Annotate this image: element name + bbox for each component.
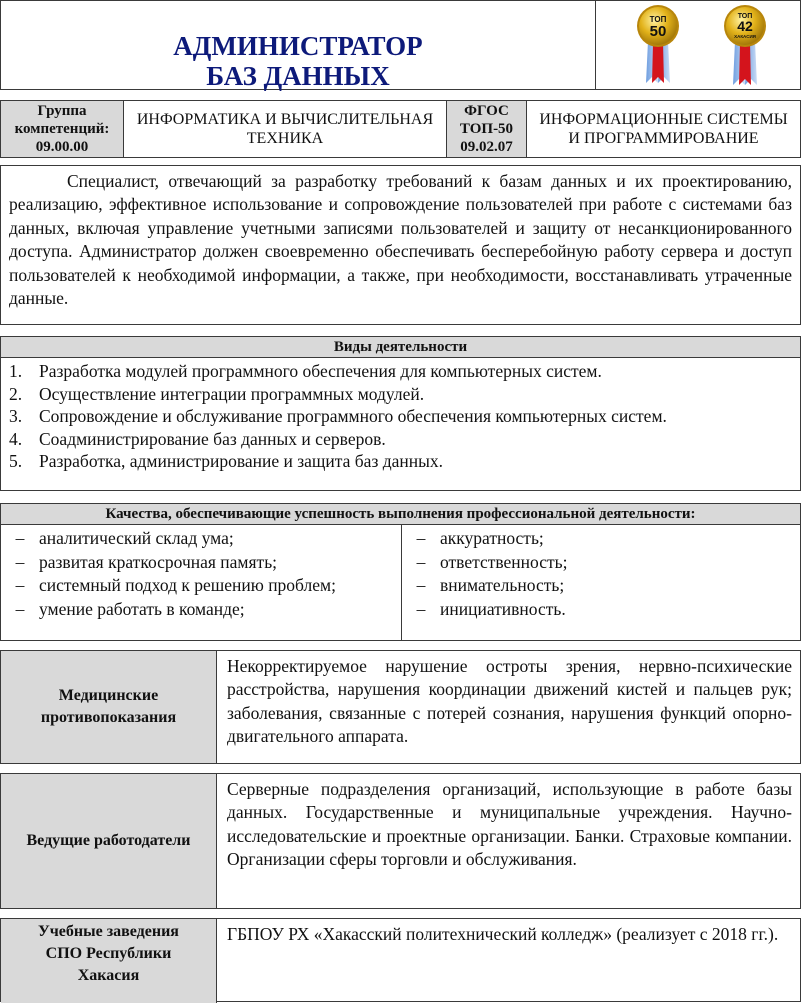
group-name-2: ТЕХНИКА <box>246 130 324 147</box>
group-code: 09.00.00 <box>35 139 89 155</box>
list-item <box>1 405 800 428</box>
quality-text: аналитический склад ума; <box>39 528 234 548</box>
title-line-1: АДМИНИСТРАТОР <box>173 31 423 61</box>
list-item <box>1 450 800 473</box>
item-text: Разработка модулей программного обеспечения для компьютерных систем. <box>39 361 602 381</box>
specialty-1: ИНФОРМАЦИОННЫЕ СИСТЕМЫ <box>539 111 788 128</box>
employers-block <box>0 773 801 909</box>
list-item <box>1 551 401 575</box>
dash-bullet: – <box>15 528 25 548</box>
description-text: Специалист, отвечающий за разработку требований к базам данных и их проектированию, реализацию, эффективное использование и сопровождение пользователей при работе с системами баз данных, включая управление учетными записями пользователей и защиту от несанкционированного доступа. Администратор должен своевременно обеспечивать бесперебойную работу сервера и доступ пользователей к необходимой информации, а также, при необходимости, восстанавливать утраченные данные. <box>9 171 792 309</box>
badge-2-sub-text: ХАКАСИЯ <box>734 34 756 39</box>
top50-badge-icon <box>637 5 679 83</box>
list-item <box>402 574 800 598</box>
education-label-3: Хакасия <box>77 967 140 984</box>
list-item <box>1 598 401 622</box>
employers-label: Ведущие работодатели <box>1 774 217 908</box>
quality-text: аккуратность; <box>440 528 544 548</box>
education-block <box>0 918 801 1002</box>
group-label-2: компетенций: <box>14 121 110 137</box>
activities-block <box>0 336 801 491</box>
item-text: Разработка, администрирование и защита баз данных. <box>39 451 444 471</box>
list-item <box>402 551 800 575</box>
dash-bullet: – <box>416 575 426 595</box>
page-title <box>1 1 595 91</box>
education-text: ГБПОУ РХ «Хакасский политехнический колледж» (реализует с 2018 гг.). <box>227 924 779 944</box>
item-number: 5. <box>9 451 23 471</box>
list-item <box>402 527 800 551</box>
header <box>0 0 801 90</box>
medical-text: Некорректируемое нарушение остроты зрения, нервно-психические расстройства, нарушения координации движений кистей и пальцев рук; заболевания, связанные с потерей сознания, нарушения функций опорно-двигательного аппарата. <box>227 656 792 747</box>
education-label-2: СПО Республики <box>45 945 172 962</box>
item-text: Осуществление интеграции программных модулей. <box>39 383 425 404</box>
group-label-1: Группа <box>37 103 87 119</box>
badge-2-number: 42 <box>737 18 753 34</box>
group-label-cell <box>1 101 124 157</box>
activities-list <box>1 358 800 473</box>
list-item <box>1 360 800 383</box>
badges <box>596 1 801 89</box>
employers-text: Серверные подразделения организаций, использующие в работе базы данных. Государственные и муниципальные учреждения. Научно-исследовательские и проектные организации. Банки. Страховые компании. Организации сферы торговли и обслуживания. <box>227 779 792 870</box>
item-text: Соадминистрирование баз данных и серверов. <box>39 428 386 449</box>
group-name-1: ИНФОРМАТИКА И ВЫЧИСЛИТЕЛЬНАЯ <box>136 111 434 128</box>
dash-bullet: – <box>416 528 426 548</box>
top42-khakassia-badge-icon <box>724 5 766 85</box>
list-item <box>1 383 800 406</box>
activities-heading: Виды деятельности <box>1 337 800 358</box>
specialty-cell <box>527 101 800 157</box>
fgos-cell <box>447 101 527 157</box>
list-item <box>402 598 800 622</box>
competency-row <box>0 100 801 158</box>
education-label-1: Учебные заведения <box>38 923 179 940</box>
group-name-cell <box>124 101 447 157</box>
list-item <box>1 574 401 598</box>
item-number: 3. <box>9 406 23 426</box>
list-item <box>1 527 401 551</box>
quality-text: умение работать в команде; <box>39 598 245 619</box>
dash-bullet: – <box>416 598 426 619</box>
fgos-label-2: ТОП-50 <box>459 121 514 137</box>
medical-label-1: Медицинские <box>58 687 159 704</box>
title-line-2: БАЗ ДАННЫХ <box>206 61 390 91</box>
medical-label-2: противопоказания <box>40 709 177 726</box>
qualities-left <box>1 525 402 640</box>
dash-bullet: – <box>15 598 25 619</box>
badge-2-top-text: ТОП <box>737 13 753 20</box>
specialty-2: И ПРОГРАММИРОВАНИЕ <box>568 130 759 147</box>
qualities-block <box>0 503 801 641</box>
education-label <box>1 919 217 1003</box>
quality-text: внимательность; <box>440 575 565 595</box>
quality-text: системный подход к решению проблем; <box>39 575 336 595</box>
badge-1-number: 50 <box>649 23 667 40</box>
item-number: 1. <box>9 361 23 381</box>
quality-text: инициативность. <box>440 598 566 619</box>
dash-bullet: – <box>15 551 25 572</box>
dash-bullet: – <box>416 551 426 572</box>
quality-text: ответственность; <box>440 551 568 572</box>
dash-bullet: – <box>15 575 25 595</box>
medical-block <box>0 650 801 764</box>
item-text: Сопровождение и обслуживание программного обеспечения компьютерных систем. <box>39 406 667 426</box>
list-item <box>1 428 800 451</box>
medical-label <box>1 651 217 763</box>
item-number: 2. <box>9 383 23 404</box>
title-cell <box>1 1 596 89</box>
fgos-code: 09.02.07 <box>460 139 513 155</box>
qualities-heading: Качества, обеспечивающие успешность выполнения профессиональной деятельности: <box>1 504 800 525</box>
quality-text: развитая краткосрочная память; <box>39 551 278 572</box>
award-ribbons <box>596 1 801 89</box>
fgos-label-1: ФГОС <box>464 103 509 119</box>
description-block <box>0 165 801 325</box>
item-number: 4. <box>9 428 23 449</box>
badge-1-top-text: ТОП <box>649 15 667 24</box>
qualities-right <box>402 525 800 640</box>
